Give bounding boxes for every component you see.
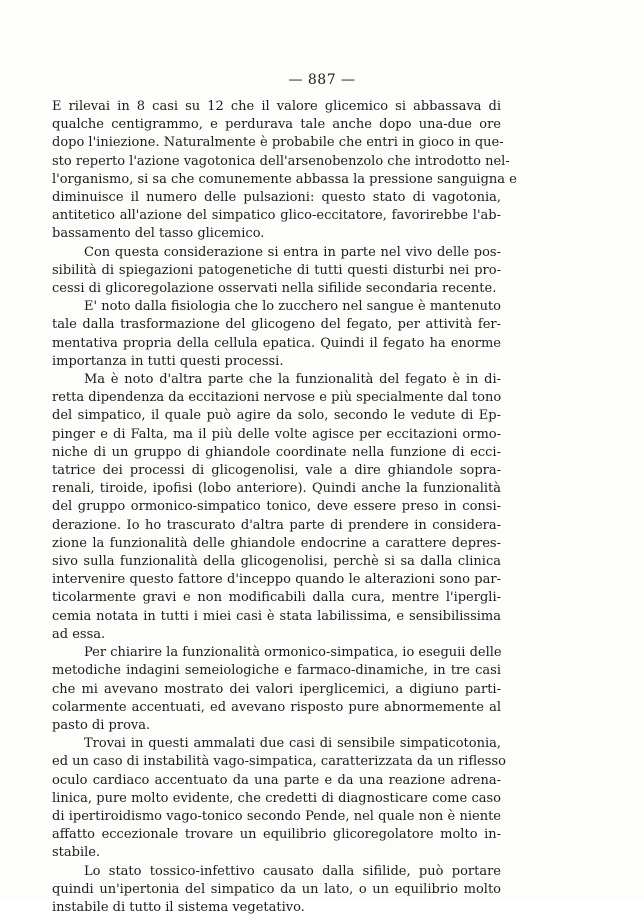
text-line: tatrice dei processi di glicogenolisi, vale a dire ghiandole sopra- xyxy=(52,463,501,479)
text-line: linica, pure molto evidente, che credetti di diagnosticare come caso xyxy=(52,790,501,806)
paragraph-6 xyxy=(52,735,506,862)
text-line: affatto eccezionale trovare un equilibrio glicoregolatore molto in- xyxy=(52,827,501,843)
text-line: niche di un gruppo di ghiandole coordinate nella funzione di ecci- xyxy=(52,444,501,460)
text-line: Trovai in questi ammalati due casi di sensibile simpaticotonia, xyxy=(84,736,501,752)
paragraph-5 xyxy=(52,644,501,735)
text-line: qualche centigrammo, e perdurava tale anche dopo una-due ore xyxy=(52,117,501,133)
text-line: renali, tiroide, ipofisi (lobo anteriore). Quindi anche la funzionalità xyxy=(52,481,501,497)
text-line: bassamento del tasso glicemico. xyxy=(52,226,265,242)
text-line: diminuisce il numero delle pulsazioni: questo stato di vagotonia, xyxy=(52,190,501,206)
text-line: che mi avevano mostrato dei valori iperglicemici, a digiuno parti- xyxy=(52,681,501,697)
text-line: quindi un'ipertonia del simpatico da un lato, o un equilibrio molto xyxy=(52,881,501,897)
text-line: cessi di glicoregolazione osservati nella sifilide secondaria recente. xyxy=(52,281,497,297)
text-line: pinger e di Falta, ma il più delle volte agisce per eccitazioni ormo- xyxy=(52,426,501,442)
text-line: l'organismo, si sa che comunemente abbassa la pressione sanguigna e xyxy=(52,171,517,187)
text-line: del gruppo ormonico-simpatico tonico, deve essere preso in consi- xyxy=(52,499,501,515)
text-line: zione la funzionalità delle ghiandole endocrine a carattere depres- xyxy=(52,535,501,551)
text-line: ed un caso di instabilità vago-simpatica, caratterizzata da un riflesso xyxy=(52,754,506,770)
text-line: Ma è noto d'altra parte che la funzionalità del fegato è in di- xyxy=(84,372,501,388)
text-line: antitetico all'azione del simpatico glico-eccitatore, favorirebbe l'ab- xyxy=(52,208,501,224)
text-line: instabile di tutto il sistema vegetativo. xyxy=(52,899,305,915)
text-line: retta dipendenza da eccitazioni nervose e più specialmente dal tono xyxy=(52,390,502,406)
text-line: stabile. xyxy=(52,845,101,861)
page-number: — 887 — xyxy=(288,72,356,88)
text-line: derazione. Io ho trascurato d'altra parte di prendere in considera- xyxy=(52,517,501,533)
text-line: sibilità di spiegazioni patogenetiche di tutti questi disturbi nei pro- xyxy=(52,262,501,278)
paragraph-2 xyxy=(52,244,501,299)
text-line: tale dalla trasformazione del glicogeno del fegato, per attività fer- xyxy=(52,317,501,333)
text-line: E rilevai in 8 casi su 12 che il valore glicemico si abbassava di xyxy=(52,99,501,114)
text-line: E' noto dalla fisiologia che lo zucchero nel sangue è mantenuto xyxy=(84,299,501,315)
text-line: importanza in tutti questi processi. xyxy=(52,353,284,369)
text-line: pasto di prova. xyxy=(52,717,151,733)
text-line: di ipertiroidismo vago-tonico secondo Pende, nel quale non è niente xyxy=(52,808,501,824)
paragraph-7 xyxy=(52,863,501,917)
paragraph-1 xyxy=(52,98,517,244)
text-line: oculo cardiaco accentuato da una parte e da una reazione adrena- xyxy=(52,772,501,788)
text-line: dopo l'iniezione. Naturalmente è probabile che entri in gioco in que- xyxy=(52,135,504,151)
text-line: colarmente accentuati, ed avevano risposto pure abnormemente al xyxy=(52,699,501,715)
paragraph-4 xyxy=(52,371,501,644)
text-line: intervenire questo fattore d'inceppo quando le alterazioni sono par- xyxy=(52,572,501,588)
text-line: Lo stato tossico-infettivo causato dalla sifilide, può portare xyxy=(84,863,501,879)
paragraph-3 xyxy=(52,298,501,371)
text-line: sivo sulla funzionalità della glicogenolisi, perchè si sa dalla clinica xyxy=(52,554,501,570)
text-line: ad essa. xyxy=(52,626,106,642)
text-line: Con questa considerazione si entra in parte nel vivo delle pos- xyxy=(84,244,501,260)
text-line: cemia notata in tutti i miei casi è stata labilissima, e sensibilissima xyxy=(52,608,501,624)
text-line: mentativa propria della cellula epatica. Quindi il fegato ha enorme xyxy=(52,335,501,351)
text-line: sto reperto l'azione vagotonica dell'arsenobenzolo che introdotto nel- xyxy=(52,153,510,169)
text-line: del simpatico, il quale può agire da solo, secondo le vedute di Ep- xyxy=(52,408,501,424)
text-line: metodiche indagini semeiologiche e farmaco-dinamiche, in tre casi xyxy=(52,663,501,679)
body-text xyxy=(52,98,517,917)
text-line: ticolarmente gravi e non modificabili dalla cura, mentre l'ipergli- xyxy=(52,590,501,606)
text-line: Per chiarire la funzionalità ormonico-simpatica, io eseguii delle xyxy=(84,645,502,661)
